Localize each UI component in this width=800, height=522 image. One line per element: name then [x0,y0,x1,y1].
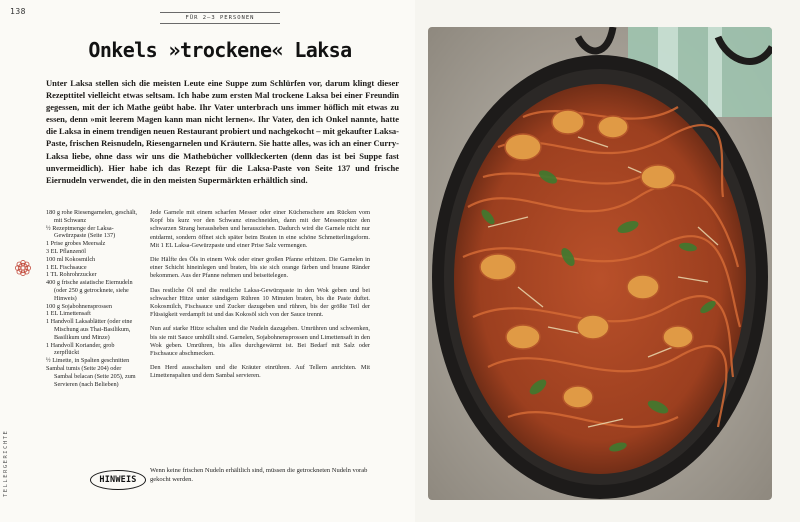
ingredient-item: 1 TL Rohrohrzucker [46,271,97,279]
ingredient-item: Sambal tumis (Seite 204) oder Sambal belacan (Seite 205), zum Servieren (nach Belieben) [46,364,136,388]
method-step: Den Herd ausschalten und die Kräuter einrühren. Auf Tellern anrichten. Mit Limettenspalten und dem Sambal servieren. [150,364,370,380]
serving-label: FÜR 2–3 PERSONEN [160,12,280,24]
hint-badge: HINWEIS [90,470,146,490]
method-step: Das restliche Öl und die restliche Laksa-Gewürzpaste in den Wok geben und bei schwacher Hitze unter ständigem Rühren 10 Minuten braten, bis die Paste duftet. Kokosmilch, Fischsauce und Zucker dazugeben und rühren, bis der größte Teil der Flüssigkeit verdampft ist und das Kokosöl sich von der Sauce trennt. [150,286,370,319]
laksa-wok-photo [428,27,772,500]
recipe-title: Onkels »trockene« Laksa [88,38,352,62]
ingredient-item: 100 ml Kokosmilch [46,255,96,263]
ingredient-item: 1 Prise grobes Meersalz [46,240,106,248]
hint-text: Wenn keine frischen Nudeln erhältlich sind, müssen die getrockneten Nudeln vorab gekocht werden. [150,467,368,483]
ingredient-item: 100 g Sojabohnensprossen [46,302,112,310]
ingredient-item: 3 EL Pflanzenöl [46,247,86,255]
intro-text: Unter Laksa stellen sich die meisten Leute eine Suppe zum Schlürfen vor, darum klingt dieser Rezepttitel vielleicht etwas seltsam. Ich habe zum ersten Mal trockene Laksa bei einer Freundin gegessen, mit der ich Mathe geübt habe. Ihr Vater unterbrach uns immer höflich mit etwas zu essen, denn »mit leerem Magen kann man nicht lernen«. Ihr Vater, den ich Onkel nannte, hatte die Laksa in einem trendigen neuen Restaurant probiert und nachgekocht – mit gekaufter Laksa-Paste, frischen Reisnudeln, Riesengarnelen und Kräutern. Sie hatte alles, was ich an einer Curry-Laksa liebe, ohne dass wir uns die Mathebücher vollkleckerten (denn das ist bei Suppe fast unvermeidlich). Hier habe ich das Rezept für die Laksa-Paste von Seite 137 und frische Eiernudeln verwendet, die in den meisten Supermärkten erhältlich sind. [46,78,400,185]
ingredient-item: 1 Handvoll Koriander, grob zerpflückt [46,341,115,357]
ingredient-item: 1 EL Fischsauce [46,263,87,271]
ingredient-item: ½ Rezeptmenge der Laksa-Gewürzpaste (Seite 137) [46,224,116,240]
method-step: Jede Garnele mit einem scharfen Messer oder einer Küchenschere am Rücken vom Kopf bis kurz vor den Schwanz einschneiden, dann mit der Messerspitze den schwarzen Strang herausheben und herausziehen. Dadurch wird die Garnele nicht nur entdarmt, sondern öffnet sich später beim Braten in eine schöne Schmetterlingsform. Mit 1 EL Laksa-Gewürzpaste und einer Prise Salz vermengen. [150,209,370,249]
ingredient-item: 180 g rohe Riesengarnelen, geschält, mit Schwanz [46,209,138,224]
ingredient-item: 400 g frische asiatische Eiernudeln (oder 250 g getrocknete, siehe Hinweis) [46,279,133,302]
ingredient-item: 1 EL Limettensaft [46,310,91,318]
ingredient-item: ½ Limette, in Spalten geschnitten [46,357,130,365]
method-step: Die Hälfte des Öls in einem Wok oder einer großen Pfanne erhitzen. Die Garnelen in einer Schicht hineinlegen und braten, bis sie sich orange färben und braune Ränder bekommen. Aus der Pfanne nehmen und beiseitelegen. [150,256,370,280]
page-number: 138 [10,7,26,16]
method-steps [150,209,370,387]
ingredient-list [46,209,140,388]
flower-icon [14,259,32,277]
chapter-side-label: TELLERGERICHTE [3,429,9,497]
method-step: Nun auf starke Hitze schalten und die Nudeln dazugeben. Umrühren und schwenken, bis sie mit Sauce umhüllt sind. Garnelen, Sojabohnensprossen und Limettensaft in den Wok geben. Umrühren, bis alles durchgewärmt ist. Bei Bedarf mit Salz oder Fischsauce abschmecken. [150,325,370,358]
ingredient-item: 1 Handvoll Laksablätter (oder eine Mischung aus Thai-Basilikum, Basilikum und Minze) [46,318,133,341]
